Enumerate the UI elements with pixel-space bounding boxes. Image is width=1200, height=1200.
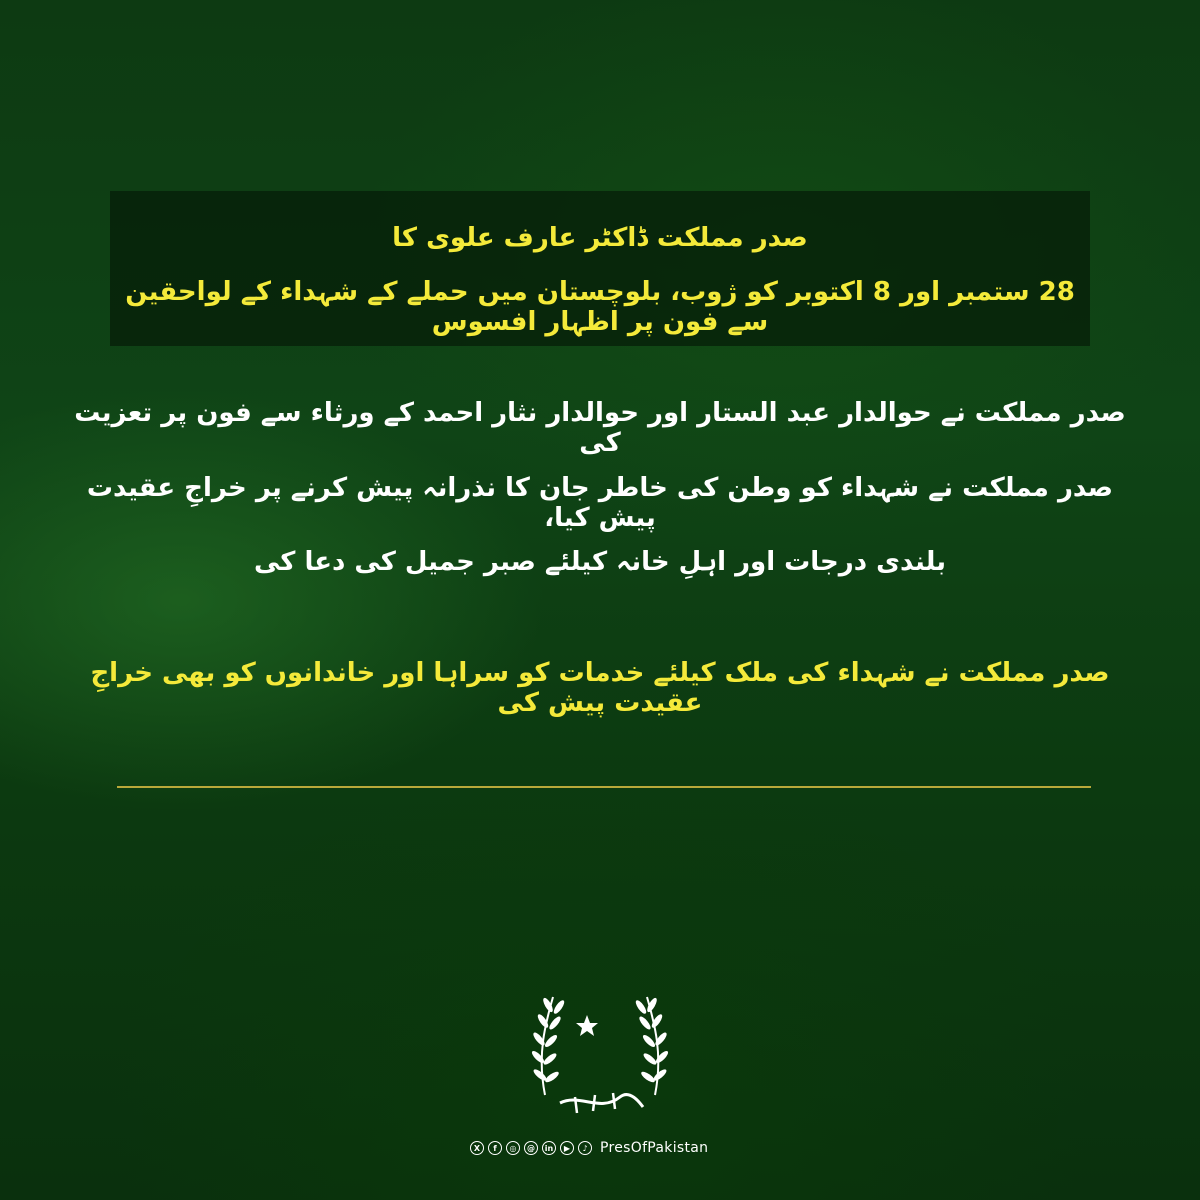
social-handle[interactable]: PresOfPakistan xyxy=(600,1140,709,1156)
youtube-icon[interactable]: ▶ xyxy=(560,1141,574,1155)
x-icon[interactable]: X xyxy=(470,1141,484,1155)
headline-title: صدر مملکت ڈاکٹر عارف علوی کا xyxy=(392,223,808,253)
body-line-2: صدر مملکت نے شہداء کو وطن کی خاطر جان کا نذرانہ پیش کرنے پر خراجِ عقیدت پیش کیا، xyxy=(86,473,1114,533)
headline-subtitle: 28 ستمبر اور 8 اکتوبر کو ژوب، بلوچستان میں حملے کے شہداء کے لواحقین سے فون پر اظہار افسوس xyxy=(125,277,1075,337)
body-line-4: صدر مملکت نے شہداء کی ملک کیلئے خدمات کو سراہا اور خاندانوں کو بھی خراجِ عقیدت پیش کی xyxy=(90,658,1110,718)
tiktok-icon[interactable]: ♪ xyxy=(578,1141,592,1155)
body-line-1: صدر مملکت نے حوالدار عبد الستار اور حوالدار نثار احمد کے ورثاء سے فون پر تعزیت کی xyxy=(74,398,1126,458)
facebook-icon[interactable]: f xyxy=(488,1141,502,1155)
headline-box xyxy=(110,191,1090,346)
social-row xyxy=(470,1138,708,1158)
instagram-icon[interactable]: ◎ xyxy=(506,1141,520,1155)
pakistan-emblem-logo xyxy=(515,985,685,1125)
threads-icon[interactable]: @ xyxy=(524,1141,538,1155)
divider xyxy=(117,786,1091,788)
linkedin-icon[interactable]: in xyxy=(542,1141,556,1155)
body-line-3: بلندی درجات اور اہلِ خانہ کیلئے صبر جمیل کی دعا کی xyxy=(254,547,946,577)
